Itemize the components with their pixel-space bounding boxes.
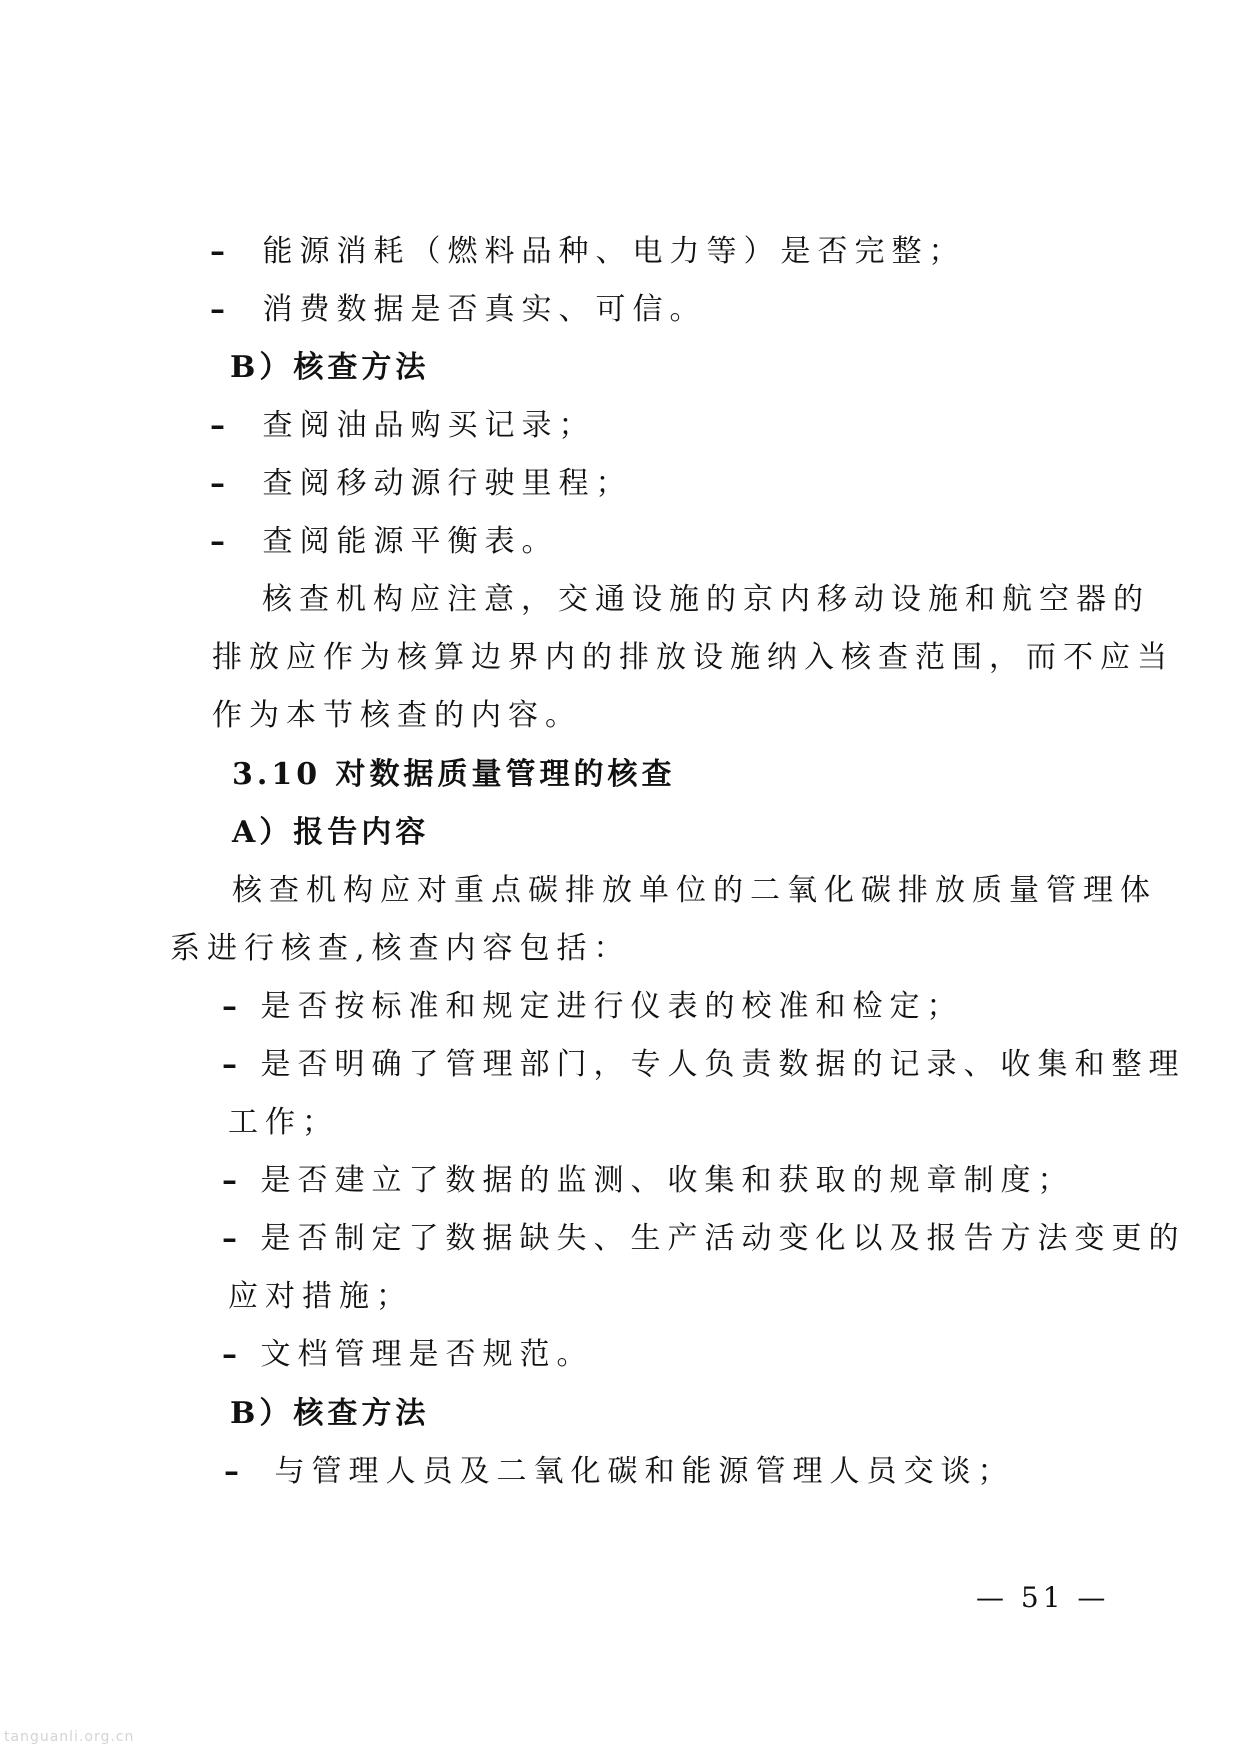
bullet-dash: – bbox=[222, 1337, 244, 1372]
page-number: — 51 — bbox=[976, 1581, 1110, 1614]
paragraph-line: 核查机构应注意，交通设施的京内移动设施和航空器的 bbox=[262, 582, 1150, 617]
bullet-dash: – bbox=[222, 989, 244, 1024]
bullet-text: 查阅油品购买记录； bbox=[262, 408, 596, 443]
bullet-text: 查阅能源平衡表。 bbox=[262, 524, 559, 559]
bullet-dash: – bbox=[210, 408, 232, 443]
bullet-item-interviews bbox=[224, 1452, 1015, 1492]
subheading-report-content: A）报告内容 bbox=[232, 815, 430, 850]
bullet-continuation: 工作； bbox=[228, 1105, 339, 1140]
bullet-text: 是否明确了管理部门，专人负责数据的记录、收集和整理 bbox=[260, 1047, 1186, 1082]
bullet-dash: – bbox=[210, 234, 232, 269]
bullet-dash: – bbox=[222, 1221, 244, 1256]
paragraph-line: 系进行核查,核查内容包括： bbox=[170, 931, 631, 966]
bullet-item-management-dept bbox=[222, 1045, 1186, 1085]
section-heading-data-quality: 3.10 对数据质量管理的核查 bbox=[232, 757, 676, 792]
paragraph-line: 核查机构应对重点碳排放单位的二氧化碳排放质量管理体 bbox=[232, 873, 1157, 908]
bullet-text: 查阅移动源行驶里程； bbox=[262, 466, 633, 501]
bullet-dash: – bbox=[210, 292, 232, 327]
paragraph-line: 作为本节核查的内容。 bbox=[212, 698, 582, 733]
bullet-text: 能源消耗（燃料品种、电力等）是否完整； bbox=[262, 234, 966, 269]
bullet-dash: – bbox=[224, 1454, 246, 1489]
bullet-dash: – bbox=[222, 1047, 244, 1082]
bullet-item-energy-balance bbox=[210, 522, 559, 562]
bullet-item-documentation bbox=[222, 1335, 594, 1375]
subheading-verification-method: B）核查方法 bbox=[230, 1396, 430, 1431]
bullet-text: 是否建立了数据的监测、收集和获取的规章制度； bbox=[260, 1163, 1075, 1198]
subheading-verification-method: B）核查方法 bbox=[230, 350, 430, 385]
bullet-text: 是否按标准和规定进行仪表的校准和检定； bbox=[260, 989, 964, 1024]
bullet-continuation: 应对措施； bbox=[228, 1279, 413, 1314]
bullet-item-consumption-data bbox=[210, 290, 707, 330]
bullet-text: 消费数据是否真实、可信。 bbox=[262, 292, 707, 327]
bullet-text: 与管理人员及二氧化碳和能源管理人员交谈； bbox=[274, 1454, 1015, 1489]
bullet-dash: – bbox=[210, 466, 232, 501]
bullet-text: 文档管理是否规范。 bbox=[260, 1337, 594, 1372]
bullet-item-oil-purchase bbox=[210, 406, 596, 446]
bullet-text: 是否制定了数据缺失、生产活动变化以及报告方法变更的 bbox=[260, 1221, 1186, 1256]
paragraph-line: 排放应作为核算边界内的排放设施纳入核查范围，而不应当 bbox=[212, 640, 1174, 675]
watermark: tanguanli.org.cn bbox=[4, 1729, 135, 1745]
bullet-item-energy-consumption bbox=[210, 232, 966, 272]
bullet-item-measures bbox=[222, 1219, 1186, 1259]
bullet-item-rules bbox=[222, 1161, 1075, 1201]
bullet-dash: – bbox=[210, 524, 232, 559]
bullet-item-calibration bbox=[222, 987, 964, 1027]
bullet-item-mileage bbox=[210, 464, 633, 504]
bullet-dash: – bbox=[222, 1163, 244, 1198]
